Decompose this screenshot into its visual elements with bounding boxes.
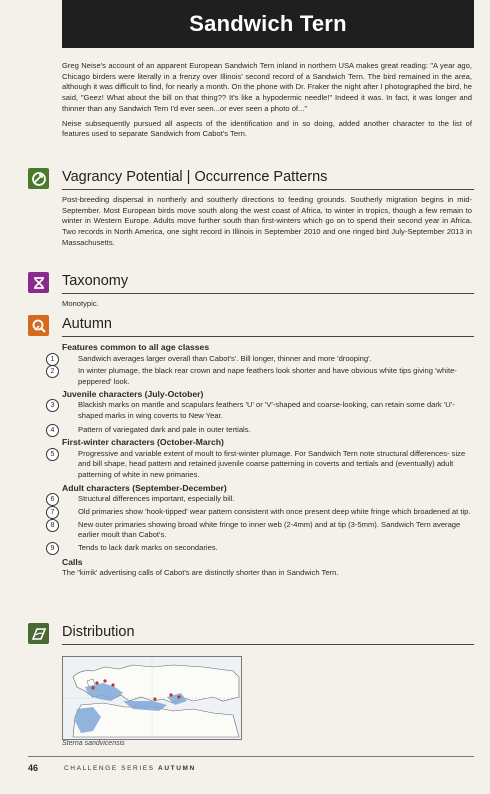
feature-text: Blackish marks on mantle and scapulars feathers 'U' or 'V'-shaped and coarse-looking, can retain some dark 'U'-shaped marks in wing coverts to New Year. [78, 400, 455, 420]
subheading-calls: Calls [62, 556, 83, 567]
subheading-all-ages: Features common to all age classes [62, 342, 210, 352]
number-badge: 9 [46, 542, 59, 555]
feature-item [50, 507, 472, 518]
feature-text: New outer primaries showing broad white fringe to inner web (2-4mm) and at tip (3-5mm). Sandwich Tern average earlier moult than Cabot's. [78, 519, 461, 540]
series-name: CHALLENGE SERIES [64, 765, 155, 772]
feature-text: Tends to lack dark marks on secondaries. [78, 543, 218, 553]
feature-text: Progressive and variable extent of moult to first-winter plumage. For Sandwich Tern note structural differences- size and bill shape, head pattern and retained juvenile coarse patterning in coverts and tertials and (eventually) adult patterning of white in new primaries. [78, 448, 466, 480]
series-season: AUTUMN [158, 765, 196, 772]
feature-item [50, 366, 472, 387]
taxonomy-text [62, 299, 472, 310]
range-map-graphic [63, 657, 241, 739]
feature-item [50, 494, 472, 505]
taxonomy-icon [28, 272, 49, 293]
feature-item [50, 543, 472, 554]
number-badge: 5 [46, 448, 59, 461]
number-badge: 4 [46, 424, 59, 437]
page-number: 46 [28, 763, 39, 773]
section-divider [62, 293, 474, 294]
section-title: Distribution [62, 624, 135, 640]
page-title: Sandwich Tern [62, 0, 474, 48]
vagrancy-text [62, 195, 472, 249]
number-badge: 6 [46, 493, 59, 506]
subheading-juvenile: Juvenile characters (July-October) [62, 388, 204, 399]
feature-text: In winter plumage, the black rear crown and nape feathers look shorter and have obvious white tips giving 'white-peppered' look. [78, 366, 457, 386]
number-badge: 1 [46, 353, 59, 366]
autumn-features [46, 342, 472, 579]
section-title: Autumn [62, 316, 112, 332]
section-vagrancy-header [28, 168, 474, 190]
calls-text: The "kirrik' advertising calls of Cabot's are distinctly shorter than in Sandwich Tern. [62, 568, 339, 578]
taxonomy-paragraph: Monotypic. [62, 299, 99, 308]
subheading-adult: Adult characters (September-December) [62, 482, 227, 493]
number-badge: 3 [46, 399, 59, 412]
vagrancy-paragraph: Post-breeding dispersal in northerly and southerly directions to feeding grounds. Southerly migration begins in mid-September. Most European birds move south along the west coast of Africa, to winter in tropics, though a few remain to winter in Western Europe. Adults move further south than first-winters which go on to spend their second year in Africa. Two records in North America, one sight record in Illinois in September 2010 and one ringed bird July-September 2013 in Massachusetts. [62, 195, 472, 247]
distribution-icon [28, 623, 49, 644]
series-label [64, 765, 196, 772]
feature-item [50, 448, 472, 481]
number-badge: 2 [46, 365, 59, 378]
section-autumn-header [28, 315, 474, 337]
feature-item [50, 519, 472, 541]
section-distribution-header [28, 623, 474, 645]
section-divider [62, 189, 474, 190]
intro-paragraph: Greg Neise's account of an apparent European Sandwich Tern inland in northern USA makes great reading: "A year ago, Chicago birders were literally in a frenzy over Illinois' second record of a Sandwich Tern. The bird remained in the area, although it was difficult to find, for nearly a month. On the phone with Dr. Fraker the night after I photographed the bird, he said, "Geez! What about the bill on that thing?? It's like a hypodermic needle!" Indeed it was. In fact, it was longer and thinner than any Sandwich Tern I'd ever seen...or ever seen a photo of..." [62, 61, 472, 113]
subheading-first-winter: First-winter characters (October-March) [62, 437, 224, 448]
section-divider [62, 644, 474, 645]
number-badge: 8 [46, 519, 59, 532]
autumn-icon [28, 315, 49, 336]
footer-divider [28, 756, 474, 757]
number-badge: 7 [46, 506, 59, 519]
feature-text: Structural differences important, especially bill. [78, 494, 235, 504]
feature-text: Pattern of variegated dark and pale in outer tertials. [78, 424, 251, 434]
section-divider [62, 336, 474, 337]
section-title: Taxonomy [62, 273, 129, 289]
map-caption: Sterna sandvicensis [62, 740, 125, 747]
intro-paragraph: Neise subsequently pursued all aspects of the identification and in so doing, added another character to the list of features used to separate Sandwich from Cabot's Tern. [62, 118, 472, 139]
distribution-map [62, 656, 242, 740]
section-taxonomy-header [28, 272, 474, 294]
intro-text [62, 61, 472, 144]
feature-text: Sandwich averages larger overall than Cabot's'. Bill longer, thinner and more 'drooping'. [78, 353, 372, 363]
feature-text: Old primaries show 'hook-tipped' wear pattern consistent with once present deep white fringe which broadened at tip. [78, 507, 471, 517]
vagrancy-icon [28, 168, 49, 189]
feature-item [50, 424, 472, 436]
section-title: Vagrancy Potential | Occurrence Patterns [62, 169, 328, 185]
feature-item [50, 400, 472, 421]
feature-item [50, 353, 472, 365]
